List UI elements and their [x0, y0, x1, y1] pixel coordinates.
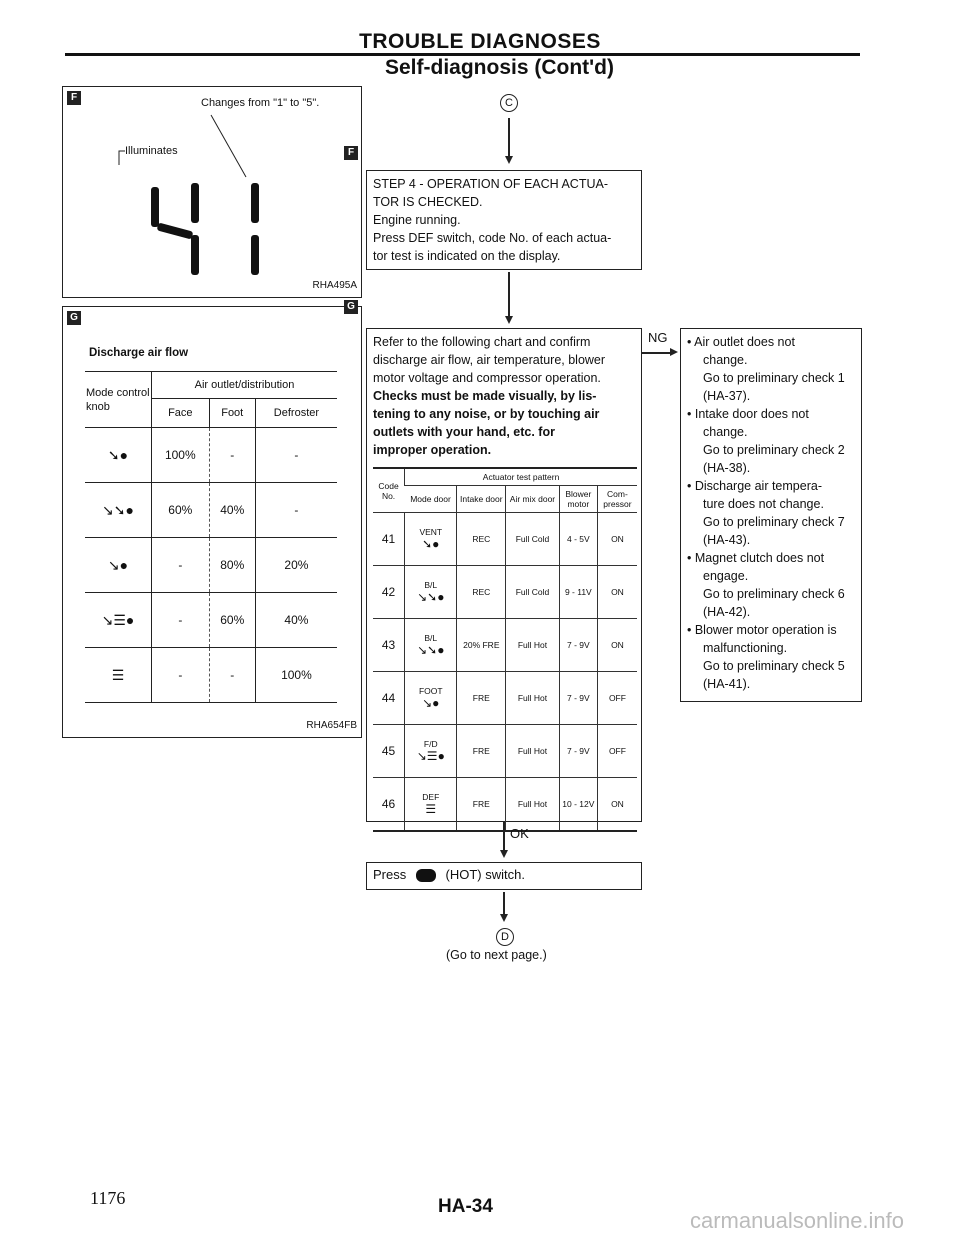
col-mode-knob: Mode control knob [85, 372, 152, 428]
flow-arrow [500, 850, 508, 858]
cell-def: - [255, 483, 337, 538]
ng-item: malfunctioning. [703, 641, 788, 655]
next-page-note: (Go to next page.) [446, 948, 547, 962]
table-row [373, 672, 637, 725]
ng-item: Go to preliminary check 5 [703, 659, 845, 673]
tag-g: G [344, 300, 358, 314]
cell-face: - [152, 593, 210, 648]
table-row [373, 619, 637, 672]
actuator-table [373, 467, 637, 832]
vent-icon: ➘● [422, 537, 440, 551]
ref-rha495a: RHA495A [312, 280, 357, 291]
cell-intake: FRE [457, 672, 506, 725]
changes-label: Changes from "1" to "5". [201, 97, 320, 109]
chart-warning: Checks must be made visually, by lis- [373, 389, 597, 403]
ng-item: • Intake door does not [687, 407, 809, 421]
cell-blower: 7 - 9V [559, 725, 597, 778]
ng-item: (HA-42). [703, 605, 751, 619]
page-subtitle: Self-diagnosis (Cont'd) [385, 56, 614, 79]
flow-line [508, 272, 510, 316]
table-row [373, 778, 637, 832]
foot-icon: ↘● [85, 538, 152, 593]
step4-box [366, 170, 642, 270]
chart-instruction: discharge air flow, air temperature, blower [373, 353, 606, 367]
cell-airmix: Full Hot [506, 725, 560, 778]
cell-face: 100% [152, 428, 210, 483]
cell-comp: ON [597, 513, 637, 566]
ok-label: OK [510, 826, 529, 841]
cell-code: 43 [373, 619, 405, 672]
flow-line [503, 892, 505, 916]
cell-face: 60% [152, 483, 210, 538]
col-code: Code No. [373, 468, 405, 513]
col-blower: Blower motor [559, 486, 597, 513]
cell-comp: ON [597, 619, 637, 672]
table-row [85, 538, 337, 593]
ng-item: change. [703, 353, 748, 367]
step4-line: Press DEF switch, code No. of each actua- [373, 231, 612, 245]
chart-warning: improper operation. [373, 443, 492, 457]
cell-face: - [152, 538, 210, 593]
connector-d: D [496, 928, 514, 946]
tag-f: F [67, 91, 81, 105]
cell-foot: 40% [209, 483, 255, 538]
cell-comp: ON [597, 778, 637, 832]
cell-comp: OFF [597, 672, 637, 725]
chart-warning: outlets with your hand, etc. for [373, 425, 555, 439]
table-row [85, 428, 337, 483]
col-compressor: Com- pressor [597, 486, 637, 513]
display-digits [143, 177, 273, 277]
connector-c: C [500, 94, 518, 112]
table-row [85, 483, 337, 538]
ng-item: Go to preliminary check 2 [703, 443, 845, 457]
step4-line: TOR IS CHECKED. [373, 195, 483, 209]
chart-warning: tening to any noise, or by touching air [373, 407, 600, 421]
cell-airmix: Full Hot [506, 778, 560, 832]
cell-foot: 60% [209, 593, 255, 648]
page-code: HA-34 [438, 1196, 493, 1217]
cell-foot: 80% [209, 538, 255, 593]
col-foot: Foot [209, 399, 255, 428]
cell-code: 46 [381, 797, 396, 811]
defrost-icon: ☰ [85, 648, 152, 703]
cell-foot: - [209, 648, 255, 703]
defrost-icon: ☰ [425, 802, 437, 816]
chart-instruction: motor voltage and compressor operation. [373, 371, 601, 385]
cell-def: 20% [255, 538, 337, 593]
col-defroster: Defroster [255, 399, 337, 428]
ng-item: engage. [703, 569, 749, 583]
press-hot-box [366, 862, 642, 890]
col-face: Face [152, 399, 210, 428]
cell-mode: B/L ↘➘● [405, 566, 457, 619]
flow-arrow [505, 156, 513, 164]
bilevel-icon: ↘➘● [417, 643, 445, 657]
page-number: 1176 [90, 1188, 126, 1208]
cell-mode: DEF ☰ [405, 778, 457, 832]
cell-code: 41 [373, 513, 405, 566]
ng-item: • Air outlet does not [687, 335, 795, 349]
airflow-title: Discharge air flow [89, 347, 189, 359]
ng-item: • Discharge air tempera- [687, 479, 822, 493]
cell-intake: FRE [457, 778, 506, 832]
ng-item: • Blower motor operation is [687, 623, 837, 637]
page-title: TROUBLE DIAGNOSES [359, 30, 601, 53]
ng-item: Go to preliminary check 6 [703, 587, 845, 601]
cell-mode: B/L ↘➘● [405, 619, 457, 672]
cell-airmix: Full Cold [506, 513, 560, 566]
step4-line: Engine running. [373, 213, 461, 227]
col-air-outlet: Air outlet/distribution [152, 372, 338, 399]
table-row [373, 513, 637, 566]
cell-intake: 20% FRE [457, 619, 506, 672]
bilevel-icon: ↘➘● [417, 590, 445, 604]
table-row [85, 593, 337, 648]
table-row [373, 725, 637, 778]
cell-intake: FRE [457, 725, 506, 778]
airflow-table [85, 371, 337, 703]
tag-g: G [67, 311, 81, 325]
ng-label: NG [648, 330, 668, 345]
ng-item: • Magnet clutch does not [687, 551, 825, 565]
col-actuator-group: Actuator test pattern [405, 468, 637, 486]
ng-item: change. [703, 425, 748, 439]
cell-foot: - [209, 428, 255, 483]
ng-item: (HA-38). [703, 461, 751, 475]
chart-box [366, 328, 642, 822]
panel-g-airflow [62, 306, 362, 738]
ng-arrowhead [670, 348, 678, 356]
tag-f: F [344, 146, 358, 160]
cell-face: - [152, 648, 210, 703]
ng-item: (HA-43). [703, 533, 751, 547]
foot-def-icon: ↘☰● [416, 749, 445, 763]
cell-def: - [255, 428, 337, 483]
ng-arrow-line [642, 352, 672, 354]
press-label: Press [373, 867, 407, 882]
cell-blower: 7 - 9V [559, 672, 597, 725]
ng-item: ture does not change. [703, 497, 824, 511]
cell-mode: F/D ↘☰● [405, 725, 457, 778]
cell-blower: 9 - 11V [559, 566, 597, 619]
hot-switch-icon [416, 869, 436, 882]
foot-def-icon: ↘☰● [85, 593, 152, 648]
cell-def: 100% [255, 648, 337, 703]
ng-item: (HA-37). [703, 389, 751, 403]
col-mode-door: Mode door [405, 486, 457, 513]
cell-airmix: Full Cold [506, 566, 560, 619]
cell-code: 42 [373, 566, 405, 619]
ng-item: Go to preliminary check 1 [703, 371, 845, 385]
chart-instruction: Refer to the following chart and confirm [373, 335, 591, 349]
cell-blower: 4 - 5V [559, 513, 597, 566]
cell-mode: VENT ➘● [405, 513, 457, 566]
illuminates-label: Illuminates [125, 145, 178, 157]
flow-line [503, 822, 505, 850]
cell-def: 40% [255, 593, 337, 648]
flow-line [508, 118, 510, 156]
cell-intake: REC [457, 513, 506, 566]
cell-comp: OFF [597, 725, 637, 778]
col-intake-door: Intake door [457, 486, 506, 513]
cell-airmix: Full Hot [506, 672, 560, 725]
cell-code: 45 [373, 725, 405, 778]
ng-actions-box [680, 328, 862, 702]
vent-icon: ➘● [85, 428, 152, 483]
ref-rha654fb: RHA654FB [306, 720, 357, 731]
col-air-mix: Air mix door [506, 486, 560, 513]
cell-blower: 10 - 12V [559, 778, 597, 832]
flow-arrow [505, 316, 513, 324]
bilevel-icon: ↘➘● [85, 483, 152, 538]
watermark: carmanualsonline.info [690, 1208, 905, 1233]
cell-comp: ON [597, 566, 637, 619]
step4-line: STEP 4 - OPERATION OF EACH ACTUA- [373, 177, 608, 191]
cell-intake: REC [457, 566, 506, 619]
flow-arrow [500, 914, 508, 922]
cell-code: 44 [373, 672, 405, 725]
ng-item: Go to preliminary check 7 [703, 515, 845, 529]
cell-airmix: Full Hot [506, 619, 560, 672]
table-row [373, 566, 637, 619]
press-suffix: (HOT) switch. [445, 867, 525, 882]
step4-line: tor test is indicated on the display. [373, 249, 561, 263]
cell-blower: 7 - 9V [559, 619, 597, 672]
foot-icon: ↘● [422, 696, 440, 710]
table-row [85, 648, 337, 703]
panel-f-display [62, 86, 362, 298]
cell-mode: FOOT ↘● [405, 672, 457, 725]
ng-item: (HA-41). [703, 677, 751, 691]
